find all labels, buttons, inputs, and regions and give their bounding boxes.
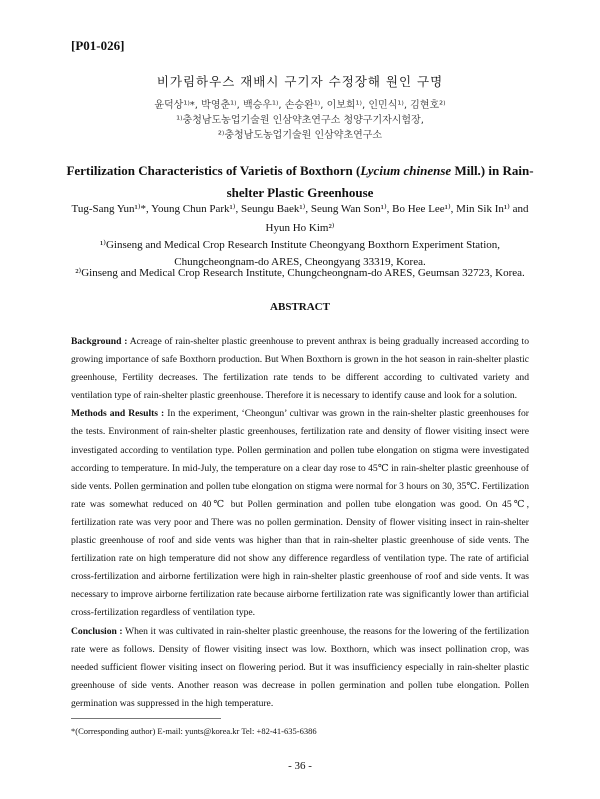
korean-affiliation-1: ¹⁾충청남도농업기술원 인삼약초연구소 청양구기자시험장, <box>176 115 424 126</box>
methods-text: In the experiment, ‘Cheongun’ cultivar was grown in the rain-shelter plastic greenhouses for the tests. Environment of rain-shelter plastic greenhouses, fertilization rate and density of flower visiting insect were investigated according to ventilation type. Pollen germination and pollen tube elongation on stigma were investigated according to temperature. In mid-July, the temperature on a clear day rose to 45℃ in rain-shelter plastic greenhouse of side vents. Pollen germination and pollen tube elongation on stigma were normal for 3 hours on 30, 35℃. Fertilization rate was somewhat reduced on 40℃ but Pollen germination and pollen tube elongation was good. On 45℃, fertilization rate was very poor and There was no pollen germination. Density of flower visiting insect in rain-shelter plastic greenhouse of roof and side vents was higher than that in rain-shelter plastic greenhouse of side vents. The fertilization rate on high temperature did not show any difference regardless of ventilation type. The rate of artificial cross-fertilization and airborne fertilization were high in rain-shelter plastic greenhouse of roof and side vents. It was necessary to improve airborne fertilization rate because airborne fertilization rate was significantly lower than artificial cross-fertilization regardless of ventilation type. <box>71 408 529 619</box>
page-number: - 36 - <box>288 760 312 772</box>
background-paragraph <box>71 333 529 405</box>
english-affiliation-1: ¹⁾Ginseng and Medical Crop Research Institute Cheongyang Boxthorn Experiment Station, Chungcheongnam-do ARES, Cheongyang 33319, Korea. <box>99 239 501 268</box>
conclusion-text: When it was cultivated in rain-shelter plastic greenhouse, the reasons for the lowering of the fertilization rate were as follows. Density of flower visiting insect was low. Boxthorn, which was insect pollination crop, was needed sufficient flower visiting insect on flowering period. But it was insufficiency especially in rain-shelter plastic greenhouse of side vents. Another reason was decrease in pollen germination and pollen tube elongation. Pollen germination was suppressed in the high temperature. <box>71 625 529 709</box>
footnote-divider <box>71 718 221 719</box>
english-title <box>60 160 540 204</box>
background-text: Acreage of rain-shelter plastic greenhouse to prevent anthrax is being gradually increased according to growing importance of safe Boxthorn production. But When Boxthorn is grown in the hot season in rain-shelter plastic greenhouse, Fertility decreases. The fertilization rate tends to be different according to cultivated variety and ventilation type of rain-shelter plastic greenhouse. Therefore it is necessary to identify cause and look for a solution. <box>71 336 529 402</box>
korean-title: 비가림하우스 재배시 구기자 수정장해 원인 구명 <box>156 74 444 89</box>
poster-code: [P01-026] <box>71 38 125 53</box>
abstract-body <box>71 333 529 713</box>
english-authors: Tug-Sang Yun¹⁾*, Young Chun Park¹⁾, Seungu Baek¹⁾, Seung Wan Son¹⁾, Bo Hee Lee¹⁾, Min Sik In¹⁾ and Hyun Ho Kim²⁾ <box>71 203 529 234</box>
english-title-post: Mill.) in Rain-shelter Plastic Greenhouse <box>226 163 534 200</box>
conclusion-paragraph <box>71 623 529 713</box>
korean-affiliation-2: ²⁾충청남도농업기술원 인삼약초연구소 <box>217 130 383 141</box>
methods-label: Methods and Results : <box>71 408 165 420</box>
abstract-heading: ABSTRACT <box>270 301 330 313</box>
corresponding-author-footnote: *(Corresponding author) E-mail: yunts@korea.kr Tel: +82-41-635-6386 <box>71 726 317 736</box>
english-title-species: Lycium chinense <box>360 163 452 178</box>
english-affiliation-2: ²⁾Ginseng and Medical Crop Research Institute, Chungcheongnam-do ARES, Geumsan 32723, Korea. <box>75 267 525 279</box>
background-label: Background : <box>71 336 128 347</box>
english-title-pre: Fertilization Characteristics of Varietis of Boxthorn ( <box>66 163 361 178</box>
methods-paragraph <box>71 405 529 622</box>
korean-authors: 윤덕상¹⁾*, 박영춘¹⁾, 백승우¹⁾, 손승완¹⁾, 이보희¹⁾, 인민식¹⁾, 김현호²⁾ <box>154 100 446 111</box>
conclusion-label: Conclusion : <box>71 625 123 637</box>
